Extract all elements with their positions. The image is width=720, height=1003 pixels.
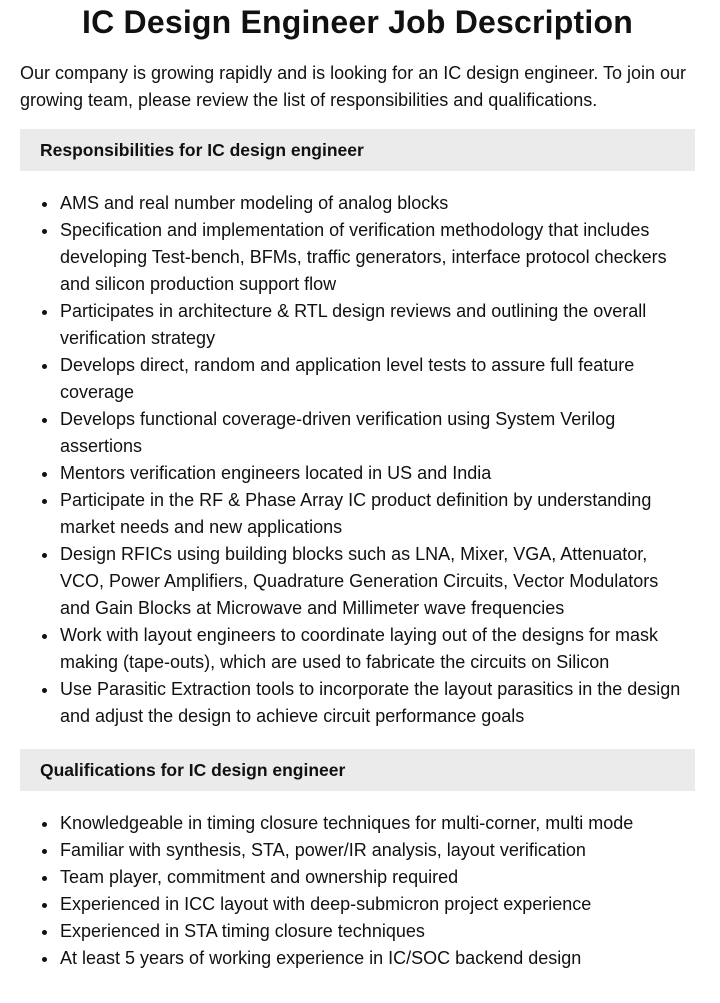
list-item: Develops functional coverage-driven verification using System Verilog assertions [60,406,690,460]
intro-paragraph: Our company is growing rapidly and is looking for an IC design engineer. To join our growing team, please review the list of responsibilities and qualifications. [20,63,687,110]
list-item: Mentors verification engineers located in US and India [60,460,690,487]
qualifications-list [20,810,690,972]
list-item: Team player, commitment and ownership required [60,864,690,891]
list-item: Participates in architecture & RTL design reviews and outlining the overall verification strategy [60,298,690,352]
list-item: Knowledgeable in timing closure techniques for multi-corner, multi mode [60,810,690,837]
list-item: AMS and real number modeling of analog blocks [60,190,690,217]
list-item: At least 5 years of working experience in IC/SOC backend design [60,945,690,972]
page-title: IC Design Engineer Job Description [82,4,633,40]
responsibilities-heading: Responsibilities for IC design engineer [20,129,695,171]
list-item: Design RFICs using building blocks such as LNA, Mixer, VGA, Attenuator, VCO, Power Amplifiers, Quadrature Generation Circuits, Vector Modulators and Gain Blocks at Microwave and Millimeter wave frequencies [60,541,690,622]
list-item: Participate in the RF & Phase Array IC product definition by understanding market needs and new applications [60,487,690,541]
list-item: Use Parasitic Extraction tools to incorporate the layout parasitics in the design and adjust the design to achieve circuit performance goals [60,676,690,730]
list-item: Experienced in ICC layout with deep-submicron project experience [60,891,690,918]
qualifications-heading: Qualifications for IC design engineer [20,749,695,791]
list-item: Develops direct, random and application level tests to assure full feature coverage [60,352,690,406]
responsibilities-list [20,190,690,730]
list-item: Familiar with synthesis, STA, power/IR analysis, layout verification [60,837,690,864]
list-item: Experienced in STA timing closure techniques [60,918,690,945]
list-item: Work with layout engineers to coordinate laying out of the designs for mask making (tape-outs), which are used to fabricate the circuits on Silicon [60,622,690,676]
list-item: Specification and implementation of verification methodology that includes developing Test-bench, BFMs, traffic generators, interface protocol checkers and silicon production support flow [60,217,690,298]
